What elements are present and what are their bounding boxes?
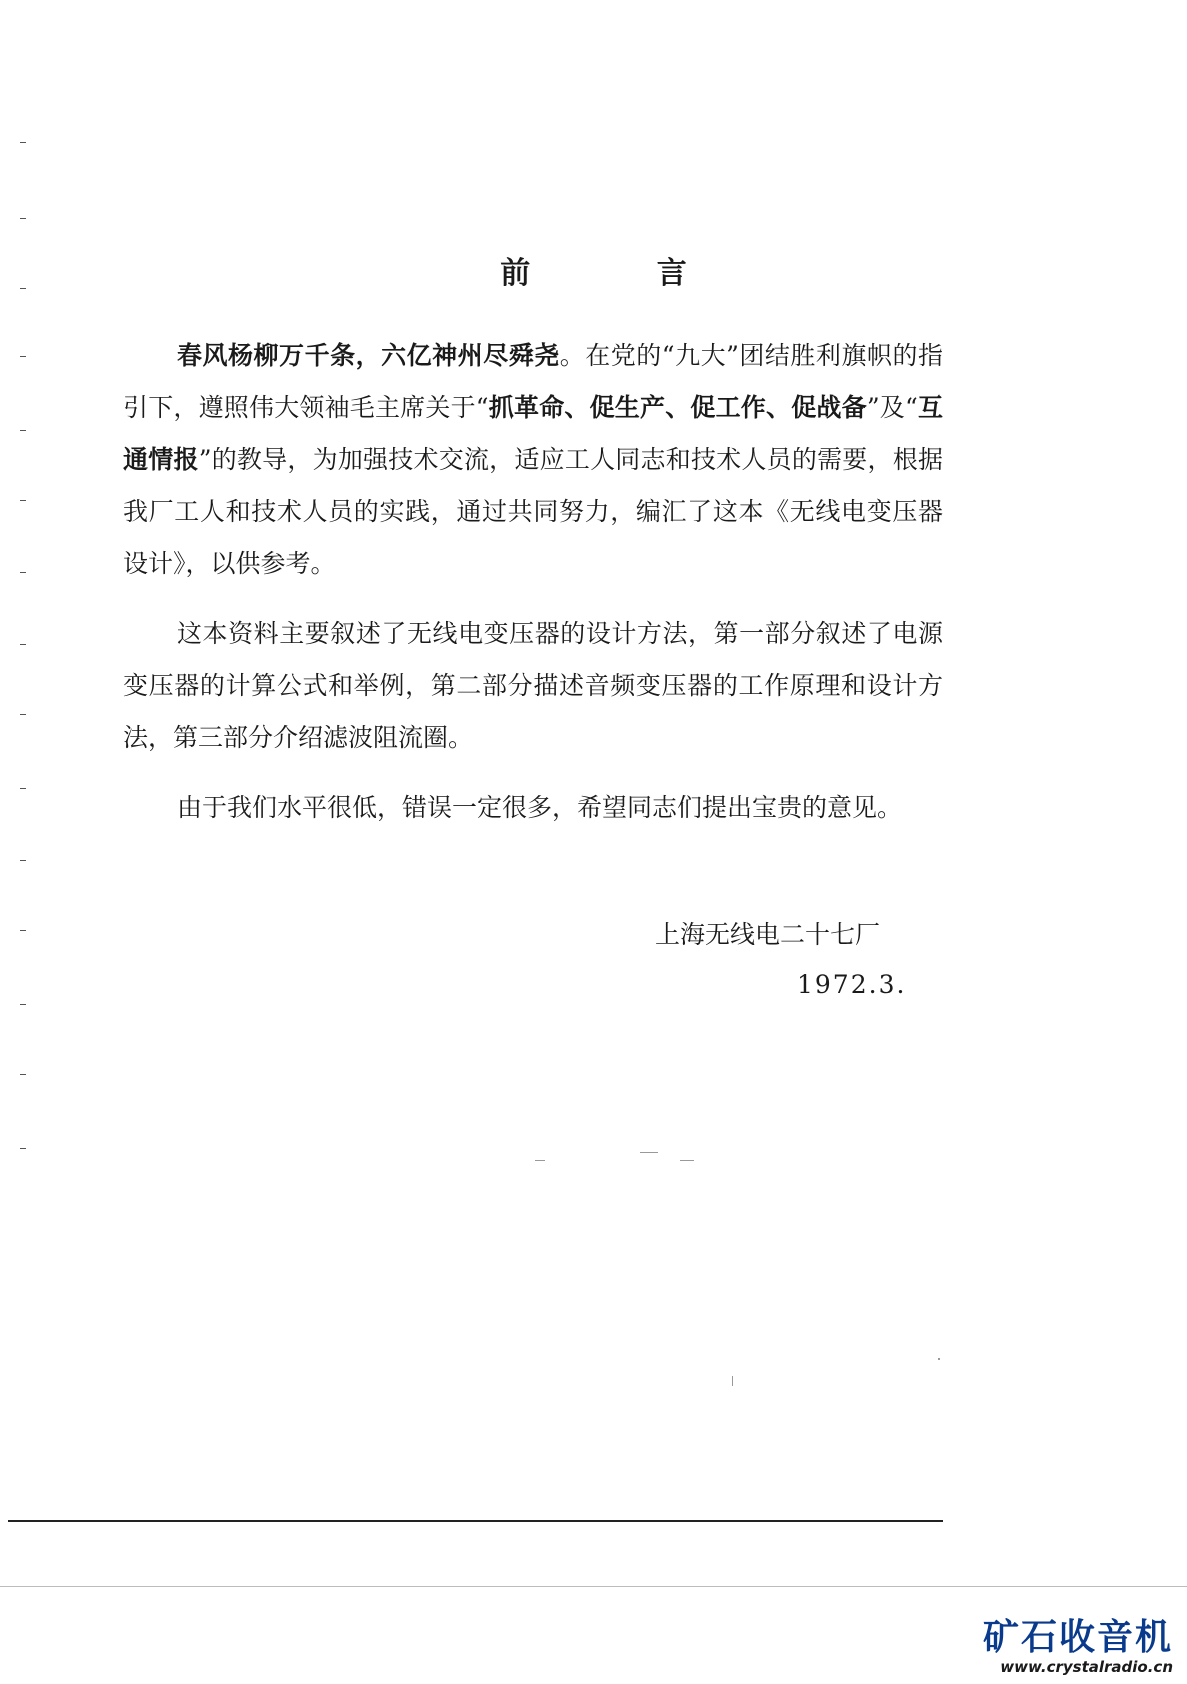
margin-mark [20, 356, 26, 357]
preface-body [123, 330, 943, 852]
watermark-url: www.crystalradio.cn [1000, 1658, 1173, 1676]
signature-block [655, 910, 906, 1010]
signature: 上海无线电二十七厂 [655, 920, 881, 949]
margin-mark [20, 860, 26, 861]
scan-speck [535, 1160, 545, 1161]
paragraph-1-part-c: ”的教导，为加强技术交流，适应工人同志和技术人员的需要，根据我厂工人和技术人员的实践，通过共同努力，编汇了这本《无线电变压器设计》，以供参考。 [123, 445, 943, 578]
paragraph-2: 这本资料主要叙述了无线电变压器的设计方法，第一部分叙述了电源变压器的计算公式和举例，第二部分描述音频变压器的工作原理和设计方法，第三部分介绍滤波阻流圈。 [123, 619, 943, 752]
margin-mark [20, 788, 26, 789]
margin-mark [20, 644, 26, 645]
margin-mark [20, 1148, 26, 1149]
margin-mark [20, 930, 26, 931]
margin-mark [20, 572, 26, 573]
page-edge-line [0, 1586, 1187, 1587]
margin-mark [20, 142, 26, 143]
margin-mark [20, 288, 26, 289]
scan-speck [938, 1358, 940, 1360]
scan-speck [732, 1376, 733, 1386]
watermark [983, 1618, 1173, 1676]
margin-mark [20, 1074, 26, 1075]
margin-mark [20, 218, 26, 219]
margin-mark [20, 1004, 26, 1005]
preface-title: 前 言 [500, 256, 745, 291]
quote-text-2: 互通情报 [123, 393, 943, 474]
scan-speck [640, 1152, 658, 1153]
paragraph-1 [123, 330, 943, 590]
quote-text: 抓革命、促生产、促工作、促战备 [488, 393, 867, 422]
margin-mark [20, 430, 26, 431]
scan-speck [680, 1160, 694, 1161]
margin-mark [20, 500, 26, 501]
date: 1972.3. [797, 970, 907, 999]
watermark-name: 矿石收音机 [982, 1617, 1173, 1658]
slogan-text: 春风杨柳万千条，六亿神州尽舜尧 [177, 341, 560, 370]
paragraph-1-part-b: ”及“ [866, 393, 918, 422]
bottom-rule [8, 1520, 943, 1522]
paragraph-3: 由于我们水平很低，错误一定很多，希望同志们提出宝贵的意见。 [177, 793, 903, 822]
margin-mark [20, 714, 26, 715]
paragraph-1-part-a: 。在党的“九大”团结胜利旗帜的指引下，遵照伟大领袖毛主席关于“ [123, 341, 943, 422]
